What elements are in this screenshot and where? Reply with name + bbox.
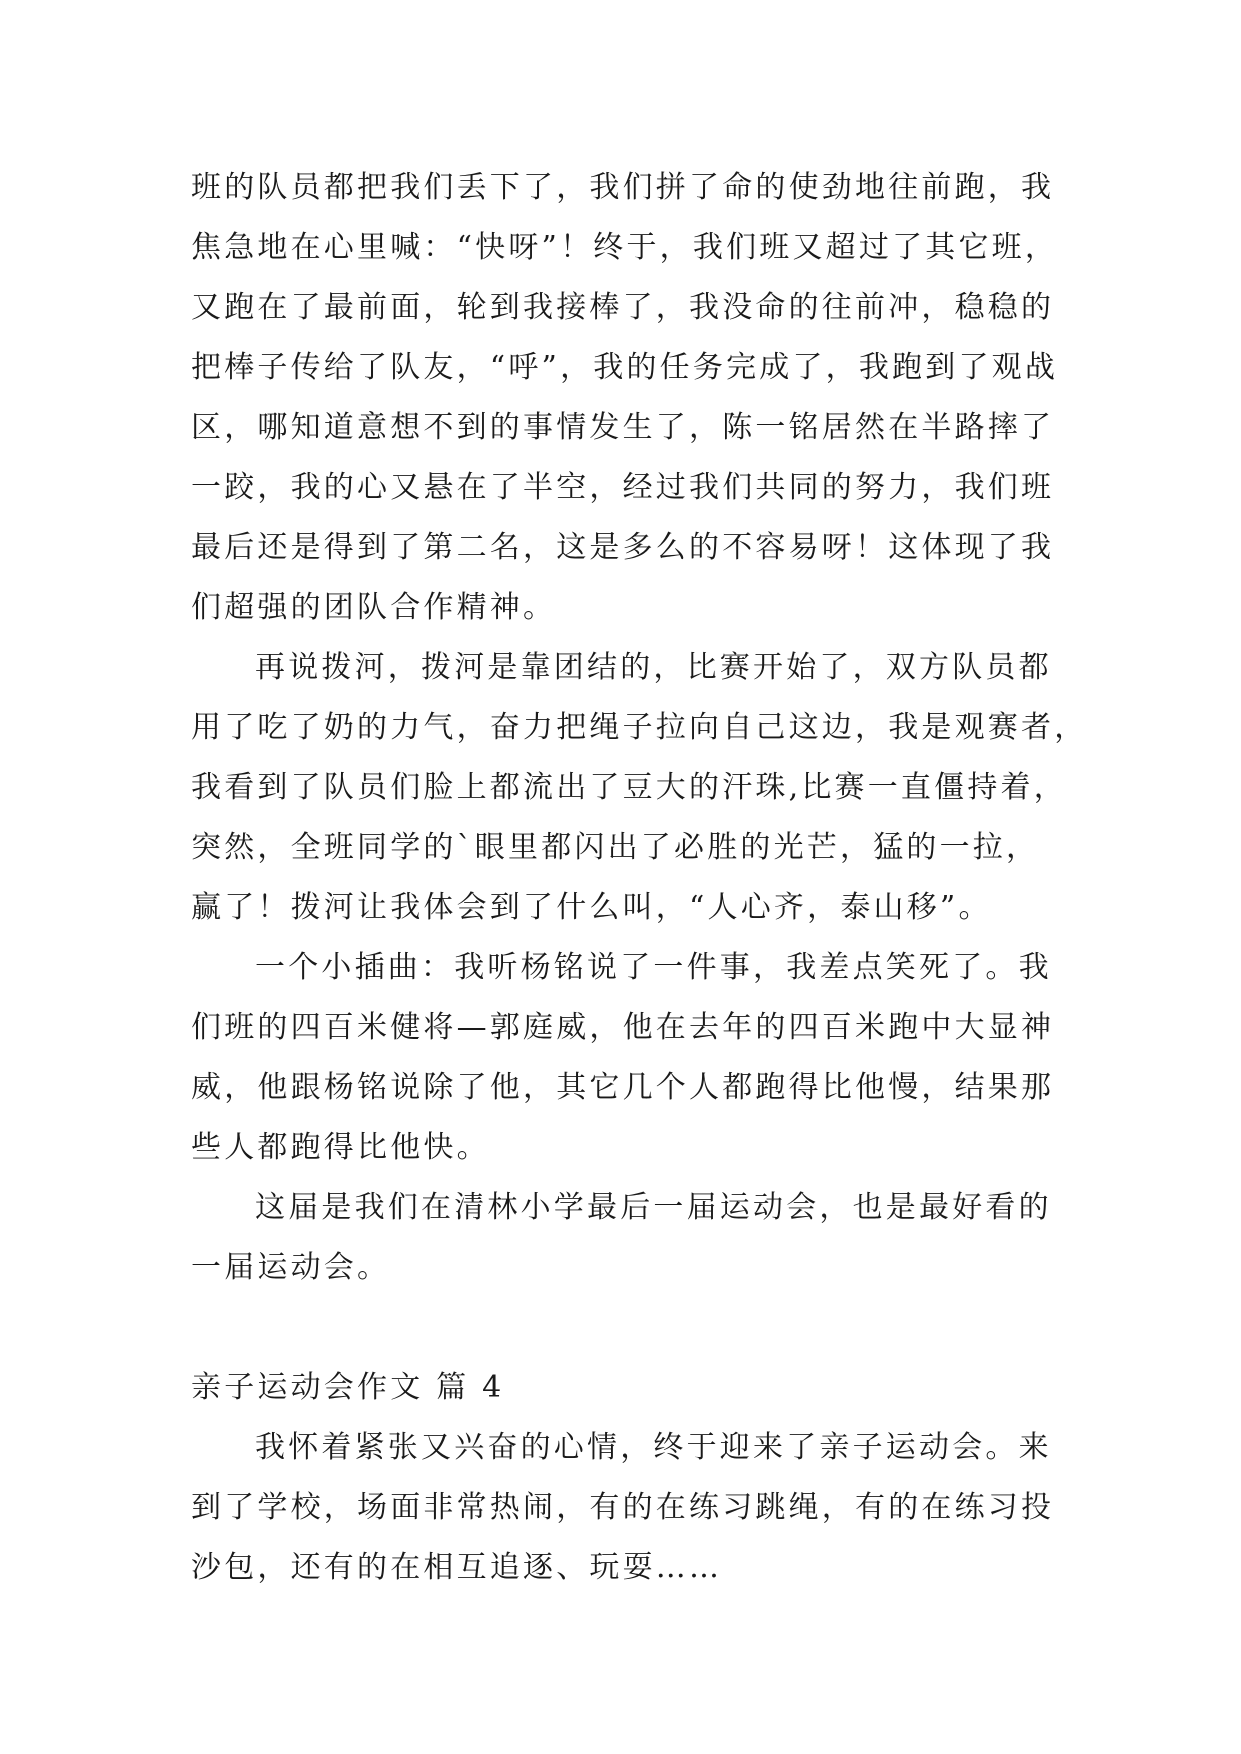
paragraph-line: 一个小插曲：我听杨铭说了一件事，我差点笑死了。我: [255, 950, 1052, 985]
paragraph-line: 又跑在了最前面，轮到我接棒了，我没命的往前冲，稳稳的: [191, 290, 1055, 325]
paragraph-line: 用了吃了奶的力气，奋力把绳子拉向自己这边，我是观赛者，: [191, 710, 1088, 745]
paragraph-line: 沙包，还有的在相互追逐、玩耍……: [191, 1550, 723, 1585]
section-spacer: [191, 1298, 1051, 1358]
paragraph-line: 威，他跟杨铭说除了他，其它几个人都跑得比他慢，结果那: [191, 1070, 1055, 1105]
paragraph-line: 再说拨河，拨河是靠团结的，比赛开始了，双方队员都: [255, 650, 1052, 685]
paragraph-line: 一届运动会。: [191, 1250, 391, 1285]
paragraph-line: 赢了！拨河让我体会到了什么叫，“人心齐，泰山移”。: [191, 890, 992, 925]
paragraph-line: 们班的四百米健将—郭庭威，他在去年的四百米跑中大显神: [191, 1010, 1055, 1045]
paragraph-line: 区，哪知道意想不到的事情发生了，陈一铭居然在半路摔了: [191, 410, 1055, 445]
paragraph-line: 些人都跑得比他快。: [191, 1130, 490, 1165]
paragraph-line: 突然，全班同学的`眼里都闪出了必胜的光芒，猛的一拉，: [191, 830, 1040, 865]
paragraph-line: 我看到了队员们脸上都流出了豆大的汗珠,比赛一直僵持着，: [191, 770, 1067, 805]
paragraph-line: 班的队员都把我们丢下了，我们拼了命的使劲地往前跑，我: [191, 170, 1055, 205]
paragraph-line: 我怀着紧张又兴奋的心情，终于迎来了亲子运动会。来: [255, 1430, 1052, 1465]
paragraph-line: 把棒子传给了队友，“呼”，我的任务完成了，我跑到了观战: [191, 350, 1059, 385]
paragraph-line: 焦急地在心里喊：“快呀”！终于，我们班又超过了其它班，: [191, 230, 1059, 265]
paragraph-line: 们超强的团队合作精神。: [191, 590, 557, 625]
document-body: [191, 158, 1088, 1598]
paragraph-line: 一跤，我的心又悬在了半空，经过我们共同的努力，我们班: [191, 470, 1055, 505]
section-heading: 亲子运动会作文 篇 4: [191, 1370, 505, 1405]
paragraph-line: 这届是我们在清林小学最后一届运动会，也是最好看的: [255, 1190, 1052, 1225]
paragraph-line: 到了学校，场面非常热闹，有的在练习跳绳，有的在练习投: [191, 1490, 1055, 1525]
paragraph-line: 最后还是得到了第二名，这是多么的不容易呀！这体现了我: [191, 530, 1055, 565]
